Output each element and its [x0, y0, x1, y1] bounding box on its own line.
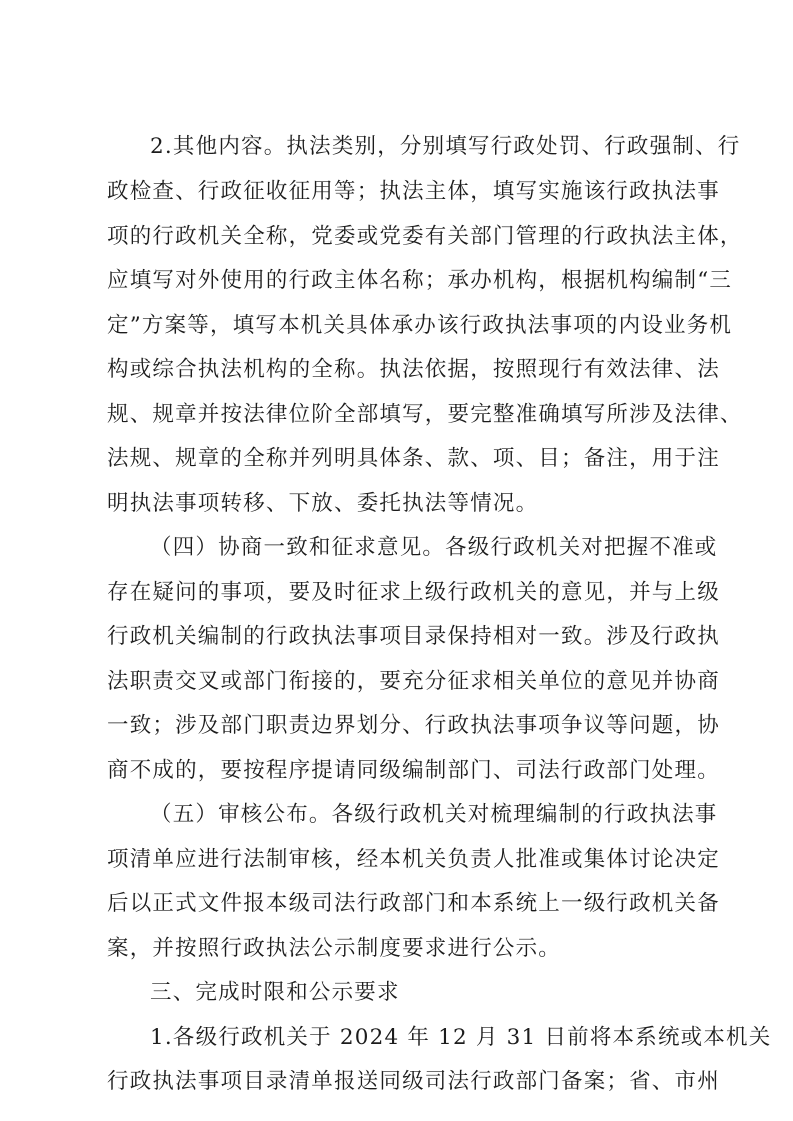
paragraph-line: 2.其他内容。执法类别，分别填写行政处罚、行政强制、行	[150, 134, 741, 159]
paragraph-line: 明执法事项转移、下放、委托执法等情况。	[107, 491, 539, 516]
section-heading: 三、完成时限和公示要求	[150, 980, 400, 1005]
paragraph-line: 构或综合执法机构的全称。执法依据，按照现行有效法律、法	[107, 357, 720, 382]
paragraph-line: 政检查、行政征收征用等；执法主体，填写实施该行政执法事	[107, 179, 720, 204]
paragraph-line: 项清单应进行法制审核，经本机关负责人批准或集体讨论决定	[107, 847, 720, 872]
paragraph-line: 项的行政机关全称，党委或党委有关部门管理的行政执法主体，	[107, 224, 743, 249]
paragraph-line: 规、规章并按法律位阶全部填写，要完整准确填写所涉及法律、	[107, 402, 743, 427]
paragraph-line: 行政机关编制的行政执法事项目录保持相对一致。涉及行政执	[107, 624, 720, 649]
paragraph-line: （五）审核公布。各级行政机关对梳理编制的行政执法事	[150, 802, 718, 827]
paragraph-line: （四）协商一致和征求意见。各级行政机关对把握不准或	[150, 535, 718, 560]
paragraph-line: 存在疑问的事项，要及时征求上级行政机关的意见，并与上级	[107, 580, 720, 605]
paragraph-line: 后以正式文件报本级司法行政部门和本系统上一级行政机关备	[107, 891, 720, 916]
paragraph-line: 一致；涉及部门职责边界划分、行政执法事项争议等问题，协	[107, 713, 720, 738]
paragraph-line: 案，并按照行政执法公示制度要求进行公示。	[107, 936, 562, 961]
paragraph-line: 1.各级行政机关于 2024 年 12 月 31 日前将本系统或本机关	[150, 1025, 772, 1050]
paragraph-line: 应填写对外使用的行政主体名称；承办机构，根据机构编制“三	[107, 268, 733, 293]
paragraph-line: 定”方案等，填写本机关具体承办该行政执法事项的内设业务机	[107, 313, 733, 338]
paragraph-line: 商不成的，要按程序提请同级编制部门、司法行政部门处理。	[107, 758, 720, 783]
paragraph-line: 法职责交叉或部门衔接的，要充分征求相关单位的意见并协商	[107, 669, 720, 694]
paragraph-line: 法规、规章的全称并列明具体条、款、项、目；备注，用于注	[107, 446, 720, 471]
paragraph-line: 行政执法事项目录清单报送同级司法行政部门备案；省、市州	[107, 1069, 720, 1094]
